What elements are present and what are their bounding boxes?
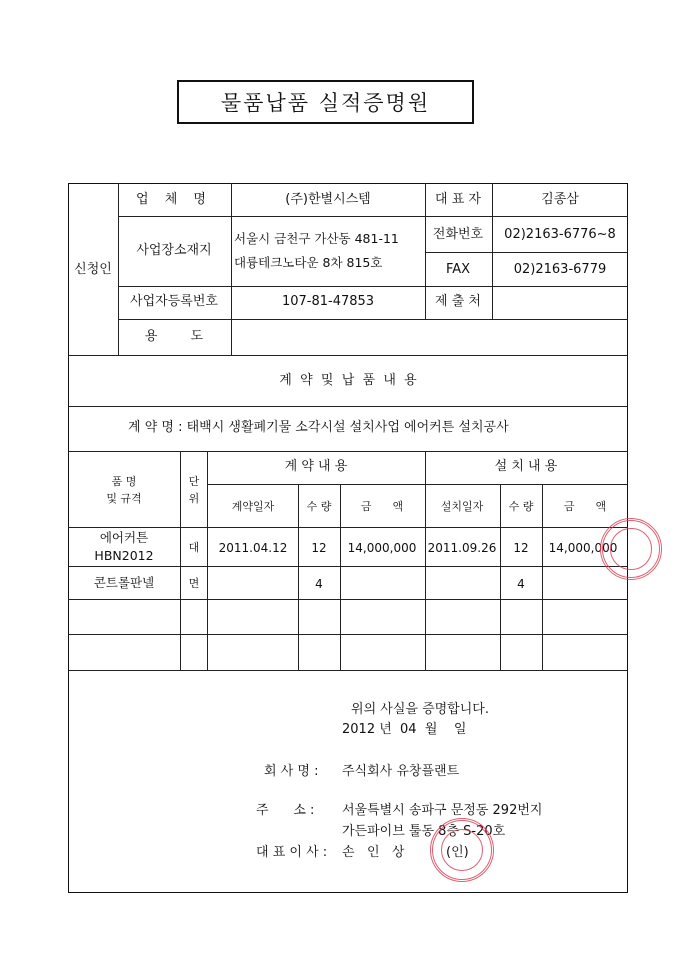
row1-contract-amount: 14,000,000 [347,541,417,555]
grid-line [425,183,426,319]
contract-details-header: 계 약 내 용 [284,459,348,474]
phone-label: 전화번호 [432,227,484,242]
issuer-address-line2: 가든파이브 툴동 8층 S-20호 [342,824,506,839]
row2-installation-quantity: 4 [517,577,525,591]
applicant-label: 신청인 [74,262,112,277]
row1-installation-date: 2011.09.26 [427,541,497,555]
certification-date: 2012 년 04 월 일 [342,722,467,737]
registration-number-label: 사업자등록번호 [130,294,218,309]
item-column-header-line2: 및 규격 [106,492,142,505]
company-seal-stamp [600,518,662,580]
grid-line [231,183,232,319]
grid-line [500,484,501,670]
contract-date-header: 계약일자 [231,500,275,513]
grid-line [207,451,208,670]
purpose-label: 용 도 [144,329,204,344]
issuer-company-value: 주식회사 유창플랜트 [342,764,460,779]
grid-line [180,451,181,670]
issuer-representative-value: 손 인 상 [342,845,405,860]
grid-line [231,319,232,355]
grid-line [68,355,628,356]
grid-line [68,406,628,407]
grid-line [68,599,628,600]
business-address-line2: 대륭테크노타운 8차 815호 [234,255,383,270]
installation-details-header: 설 치 내 용 [494,459,558,474]
grid-line [118,183,119,355]
installation-date-header: 설치일자 [440,500,484,513]
seal-mark: (인) [446,845,469,860]
grid-line [298,484,299,670]
row1-unit: 대 [188,541,200,554]
row2-contract-quantity: 4 [315,577,323,591]
contract-name: 계 약 명 : 태백시 생활폐기물 소각시설 설치사업 에어커튼 설치공사 [128,420,509,435]
submit-to-label: 제 출 처 [435,294,481,309]
row1-item-name: 에어커튼 [99,530,149,545]
unit-column-header-line1: 단 [188,475,200,488]
representative-seal-stamp [430,818,494,882]
grid-line [68,670,628,671]
contract-amount-header: 금 액 [360,500,404,513]
item-column-header-line1: 품 명 [111,475,137,488]
contract-quantity-header: 수 량 [306,500,332,513]
grid-line [68,634,628,635]
issuer-address-label: 주 소 : [256,803,315,818]
grid-line [542,484,543,670]
issuer-address-line1: 서울특별시 송파구 문정동 292번지 [342,803,543,818]
grid-line [207,484,628,485]
representative-label: 대 표 자 [435,192,481,207]
installation-quantity-header: 수 량 [508,500,534,513]
row1-contract-date: 2011.04.12 [218,541,288,555]
fax-label: FAX [445,262,471,277]
grid-line [492,183,493,319]
row1-item-spec: HBN2012 [94,548,154,563]
row1-contract-quantity: 12 [311,541,327,555]
document-title: 물품납품 실적증명원 [177,80,474,124]
business-address-label: 사업장소재지 [136,243,212,258]
fax-value: 02)2163-6779 [513,262,607,277]
row2-unit: 면 [188,577,200,590]
grid-line [68,566,628,567]
grid-line [425,451,426,670]
grid-line [340,484,341,670]
grid-line [68,451,628,452]
company-name-value: (주)한별시스템 [285,192,371,207]
row1-installation-quantity: 12 [513,541,529,555]
grid-line [68,527,628,528]
grid-line [118,216,628,217]
phone-value: 02)2163-6776~8 [504,227,616,242]
row2-item-name: 콘트롤판넬 [93,575,155,590]
certification-statement: 위의 사실을 증명합니다. [351,702,489,717]
row1-installation-amount: 14,000,000 [548,541,618,555]
certificate-table-frame [68,183,628,893]
representative-value: 김종삼 [541,192,579,207]
registration-number-value: 107-81-47853 [281,294,375,309]
grid-line [425,252,628,253]
company-name-label: 업 체 명 [136,192,212,207]
issuer-representative-label: 대 표 이 사 : [256,845,328,860]
unit-column-header-line2: 위 [188,492,200,505]
installation-amount-header: 금 액 [563,500,607,513]
grid-line [118,319,628,320]
grid-line [118,286,628,287]
business-address-line1: 서울시 금천구 가산동 481-11 [234,231,399,246]
contract-section-title: 계 약 및 납 품 내 용 [279,373,417,388]
issuer-company-label: 회 사 명 : [264,764,319,779]
